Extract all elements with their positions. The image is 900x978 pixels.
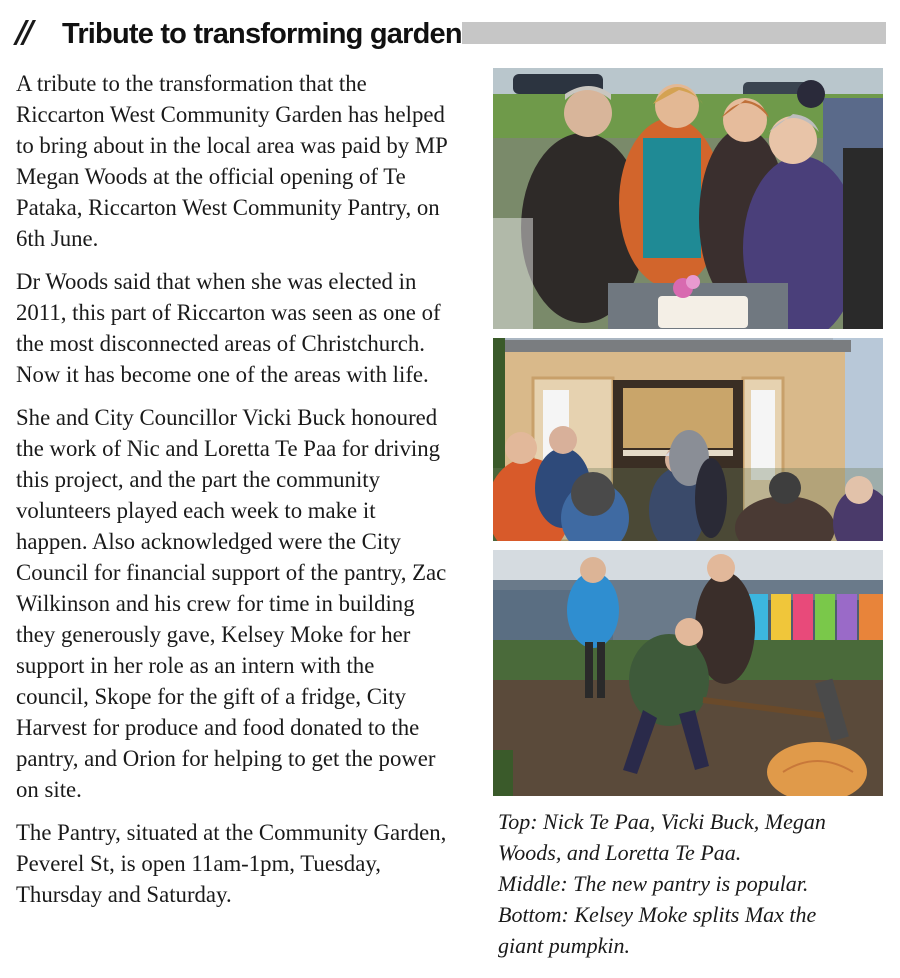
paragraph-2: Dr Woods said that when she was elected in 2011, this part of Riccarton was seen as one of the most disconnected areas of Christchurch. Now it has become one of the areas with life. bbox=[16, 269, 441, 387]
article-header bbox=[16, 14, 888, 54]
paragraph-3: She and City Councillor Vicki Buck honoured the work of Nic and Loretta Te Paa for driving this project, and the part the community volunteers played each week to make it happen. Also acknowledged were the City Council for financial support of the pantry, Zac Wilkinson and his crew for time in building they generously gave, Kelsey Moke for her support in her role as an intern with the council, Skope for the gift of a fridge, City Harvest for produce and food donated to the pantry, and Orion for helping to get the power on site. bbox=[16, 405, 447, 802]
section-mark: // bbox=[16, 15, 30, 50]
caption-line-2: Woods, and Loretta Te Paa. bbox=[498, 840, 742, 865]
photo-bottom-pumpkin bbox=[493, 550, 883, 796]
paragraph-1: A tribute to the transformation that the Riccarton West Community Garden has helped to bring about in the local area was paid by MP Megan Woods at the official opening of Te Pataka, Riccarton West Community Pantry, on 6th June. bbox=[16, 71, 447, 251]
paragraph-4: The Pantry, situated at the Community Garden, Peverel St, is open 11am-1pm, Tuesday, Thursday and Saturday. bbox=[16, 820, 447, 907]
caption-line-5: giant pumpkin. bbox=[498, 933, 630, 958]
caption-line-4: Bottom: Kelsey Moke splits Max the bbox=[498, 902, 817, 927]
photo-middle-pantry bbox=[493, 338, 883, 541]
headline: Tribute to transforming garden bbox=[62, 18, 462, 50]
photo-caption bbox=[498, 806, 888, 961]
caption-line-3: Middle: The new pantry is popular. bbox=[498, 871, 809, 896]
caption-line-1: Top: Nick Te Paa, Vicki Buck, Megan bbox=[498, 809, 826, 834]
article-body bbox=[16, 68, 448, 922]
photo-top-cake-cutting bbox=[493, 68, 883, 329]
header-rule-bar bbox=[462, 22, 886, 44]
